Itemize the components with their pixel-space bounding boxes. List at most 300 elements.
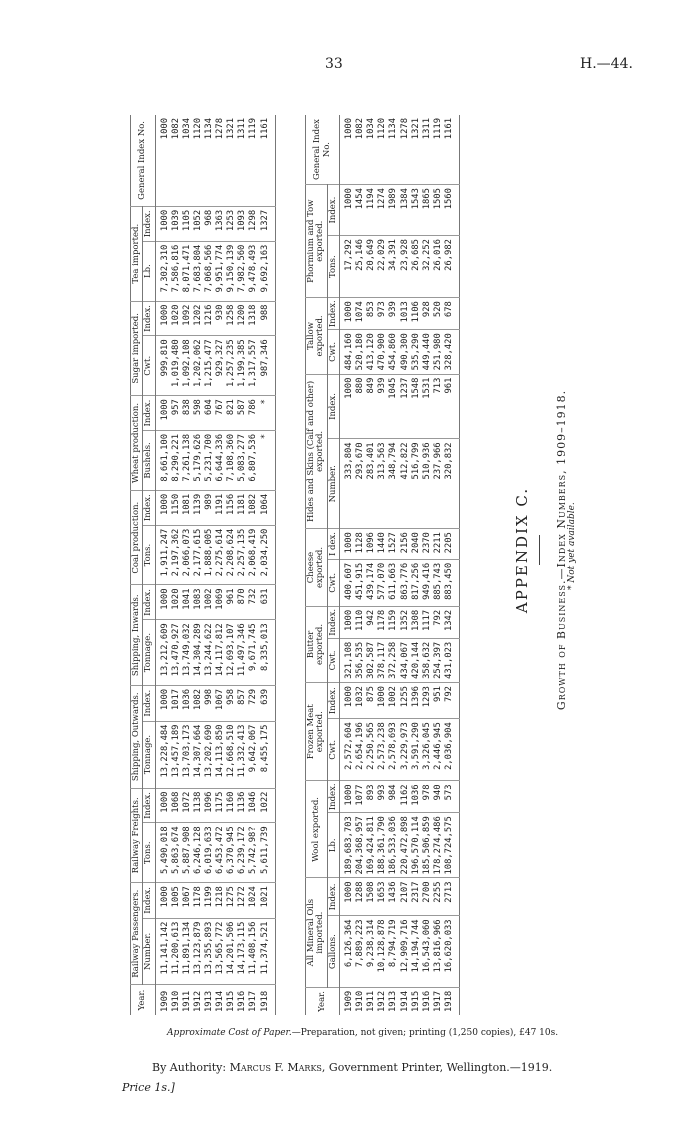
- year-cell: 1912: [377, 990, 388, 1012]
- value-cell: 17,292: [340, 236, 356, 298]
- value-cell: 1293: [422, 683, 433, 719]
- value-cell: 1200: [237, 301, 248, 336]
- value-cell: 2700: [422, 878, 433, 916]
- value-cell: 1005: [171, 883, 182, 918]
- printer-name: Marcus F. Marks,: [229, 1061, 326, 1074]
- table-row: [400, 115, 411, 1015]
- value-cell: 189,683,703: [340, 813, 356, 878]
- value-cell: 13,244,622: [204, 620, 215, 686]
- value-cell: 1191: [215, 490, 226, 525]
- value-cell: 14,113,850: [215, 721, 226, 788]
- value-cell: 220,472,898: [400, 813, 411, 878]
- authority-prefix: By Authority:: [152, 1061, 227, 1074]
- group-header: Wheat production.: [131, 396, 143, 491]
- value-cell: 1508: [366, 878, 377, 916]
- value-cell: 1082: [171, 115, 182, 206]
- value-cell: 1092: [182, 301, 193, 336]
- value-cell: 942: [366, 606, 377, 638]
- value-cell: 9,671,745: [248, 620, 259, 686]
- value-cell: 988: [260, 301, 276, 336]
- value-cell: 2,578,693: [388, 719, 399, 781]
- table2-subheader-row: [327, 115, 339, 1015]
- value-cell: 2255: [433, 878, 444, 916]
- value-cell: 678: [444, 298, 460, 330]
- appendix-heading: APPENDIX C.: [513, 85, 540, 1015]
- value-cell: 1865: [422, 185, 433, 236]
- value-cell: 1162: [400, 781, 411, 813]
- column-subheader: Cwt.: [327, 638, 339, 682]
- value-cell: 1013: [400, 298, 411, 330]
- year-cell: 1909: [159, 990, 170, 1012]
- column-subheader: Tons.: [143, 525, 155, 585]
- value-cell: 7,889,223: [355, 916, 366, 987]
- value-cell: 2,208,624: [226, 525, 237, 585]
- group-header: Butter exported.: [306, 606, 328, 682]
- value-cell: 968: [204, 206, 215, 241]
- value-cell: 1237: [400, 374, 411, 439]
- page-number: 33: [325, 56, 343, 72]
- value-cell: 26,982: [444, 236, 460, 298]
- value-cell: 1327: [260, 206, 276, 241]
- value-cell: 321,108: [340, 638, 356, 682]
- value-cell: 6,239,172: [237, 823, 248, 883]
- authority-suffix: Government Printer, Wellington.—1919.: [328, 1061, 553, 1074]
- value-cell: 1067: [182, 883, 193, 918]
- value-cell: 1083: [193, 585, 204, 620]
- table1-group-header-row: [131, 115, 143, 1015]
- group-header: General Index No.: [131, 115, 156, 206]
- value-cell: 434,067: [400, 638, 411, 682]
- value-cell: 7,586,816: [171, 241, 182, 301]
- value-cell: 9,642,067: [248, 721, 259, 788]
- value-cell: 11,332,413: [237, 721, 248, 788]
- value-cell: 611,663: [388, 559, 399, 606]
- value-cell: 1000: [340, 683, 356, 719]
- value-cell: 1543: [411, 185, 422, 236]
- value-cell: 520,180: [355, 330, 366, 374]
- table-row: [355, 115, 366, 1015]
- year-cell: 1912: [192, 990, 203, 1012]
- value-cell: 22,029: [377, 236, 388, 298]
- value-cell: 356,535: [355, 638, 366, 682]
- column-subheader: Index.: [143, 301, 155, 336]
- value-cell: 1077: [355, 781, 366, 813]
- cost-note-label: Approximate Cost of Paper.: [167, 1028, 292, 1038]
- value-cell: 16,543,060: [422, 916, 433, 987]
- value-cell: 767: [215, 396, 226, 431]
- column-subheader: Tonnage.: [143, 620, 155, 686]
- value-cell: 13,470,927: [171, 620, 182, 686]
- value-cell: 863,776: [400, 559, 411, 606]
- value-cell: 9,478,493: [248, 241, 259, 301]
- table2-group-header-row: [306, 115, 328, 1015]
- column-subheader: Index.: [327, 781, 339, 813]
- value-cell: 3,326,045: [422, 719, 433, 781]
- value-cell: 1160: [226, 788, 237, 823]
- year-cell: 1914: [399, 990, 410, 1012]
- value-cell: 1020: [171, 585, 182, 620]
- value-cell: 1136: [237, 788, 248, 823]
- value-cell: 1178: [193, 883, 204, 918]
- value-cell: 358,632: [422, 638, 433, 682]
- index-table-domestic: [130, 115, 276, 1015]
- value-cell: 1021: [260, 883, 276, 918]
- value-cell: 5,490,018: [155, 823, 171, 883]
- value-cell: 1069: [215, 585, 226, 620]
- year-cell: 1915: [410, 990, 421, 1012]
- column-subheader: Number.: [143, 918, 155, 985]
- value-cell: 1052: [193, 206, 204, 241]
- footnote: * Not yet available.: [567, 502, 577, 590]
- value-cell: 1000: [340, 878, 356, 916]
- value-cell: 1531: [422, 374, 433, 439]
- value-cell: 1034: [366, 115, 377, 185]
- value-cell: 302,587: [366, 638, 377, 682]
- value-cell: 1,202,062: [193, 336, 204, 396]
- table1-body: [155, 115, 275, 1015]
- value-cell: 237,966: [433, 439, 444, 529]
- value-cell: 978: [422, 781, 433, 813]
- value-cell: 13,816,966: [433, 916, 444, 987]
- value-cell: 1022: [260, 788, 276, 823]
- column-subheader: Cwt.: [327, 719, 339, 781]
- value-cell: 1194: [366, 185, 377, 236]
- value-cell: 13,123,879: [193, 918, 204, 985]
- value-cell: 1034: [182, 115, 193, 206]
- column-subheader: Index.: [327, 683, 339, 719]
- table2-body: [340, 115, 460, 1015]
- value-cell: 2713: [444, 878, 460, 916]
- value-cell: 1288: [355, 878, 366, 916]
- value-cell: 604: [204, 396, 215, 431]
- value-cell: 1000: [155, 490, 171, 525]
- value-cell: 186,533,036: [388, 813, 399, 878]
- value-cell: 2040: [411, 529, 422, 560]
- value-cell: 11,141,142: [155, 918, 171, 985]
- value-cell: 2107: [400, 878, 411, 916]
- value-cell: 9,692,163: [260, 241, 276, 301]
- value-cell: 1275: [226, 883, 237, 918]
- value-cell: *: [260, 396, 276, 431]
- value-cell: 1311: [237, 115, 248, 206]
- value-cell: 1082: [193, 685, 204, 721]
- value-cell: 378,117: [377, 638, 388, 682]
- value-cell: 1000: [377, 683, 388, 719]
- value-cell: 1255: [400, 683, 411, 719]
- year-cell: 1911: [366, 990, 377, 1012]
- value-cell: 5,887,908: [182, 823, 193, 883]
- column-subheader: Index.: [327, 185, 339, 236]
- value-cell: 987,346: [260, 336, 276, 396]
- value-cell: 431,023: [444, 638, 460, 682]
- year-cell: 1913: [388, 990, 399, 1012]
- value-cell: 1150: [171, 490, 182, 525]
- value-cell: 880: [355, 374, 366, 439]
- value-cell: 293,670: [355, 439, 366, 529]
- value-cell: 1041: [182, 585, 193, 620]
- table-row: [377, 115, 388, 1015]
- value-cell: 11,497,346: [237, 620, 248, 686]
- value-cell: 939: [388, 298, 399, 330]
- value-cell: 5,611,739: [260, 823, 276, 883]
- value-cell: 14,304,289: [193, 620, 204, 686]
- column-subheader: Index.: [327, 374, 339, 439]
- value-cell: 729: [248, 685, 259, 721]
- value-cell: 1548: [411, 374, 422, 439]
- value-cell: 451,915: [355, 559, 366, 606]
- year-cell: 1913: [204, 990, 215, 1012]
- value-cell: 3,229,973: [400, 719, 411, 781]
- value-cell: 12,668,510: [226, 721, 237, 788]
- column-subheader: Index.: [143, 585, 155, 620]
- group-header: Shipping, Outwards.: [131, 685, 143, 788]
- column-subheader: Index.: [143, 685, 155, 721]
- value-cell: 7,108,360: [226, 431, 237, 491]
- value-cell: 1000: [340, 529, 356, 560]
- value-cell: 3,591,290: [411, 719, 422, 781]
- value-cell: 14,117,812: [215, 620, 226, 686]
- value-cell: 1064: [260, 490, 276, 525]
- value-cell: 1308: [411, 606, 422, 638]
- column-subheader: Number.: [327, 439, 339, 529]
- value-cell: 1128: [355, 529, 366, 560]
- column-subheader: Index.: [327, 878, 339, 916]
- table-row: [248, 115, 259, 1015]
- value-cell: 16,620,033: [444, 916, 460, 987]
- value-cell: 420,144: [411, 638, 422, 682]
- value-cell: 1278: [400, 115, 411, 185]
- value-cell: 1138: [193, 788, 204, 823]
- group-header: Tallow exported.: [306, 298, 328, 374]
- table-row: [193, 115, 204, 1015]
- value-cell: 2370: [422, 529, 433, 560]
- value-cell: 1318: [248, 301, 259, 336]
- value-cell: 1120: [193, 115, 204, 206]
- value-cell: 439,174: [366, 559, 377, 606]
- value-cell: 885,743: [433, 559, 444, 606]
- value-cell: 951: [433, 683, 444, 719]
- value-cell: 8,794,719: [388, 916, 399, 987]
- year-cell: 1917: [248, 990, 259, 1012]
- value-cell: 875: [366, 683, 377, 719]
- value-cell: 13,228,484: [155, 721, 171, 788]
- group-header: Tea imported.: [131, 206, 143, 301]
- year-cell: 1911: [181, 990, 192, 1012]
- value-cell: 13,457,189: [171, 721, 182, 788]
- column-subheader: Cwt.: [327, 330, 339, 374]
- value-cell: 470,900: [377, 330, 388, 374]
- value-cell: 1024: [248, 883, 259, 918]
- value-cell: 2,573,238: [377, 719, 388, 781]
- value-cell: 13,355,893: [204, 918, 215, 985]
- value-cell: 713: [433, 374, 444, 439]
- value-cell: 989: [204, 490, 215, 525]
- value-cell: 1139: [193, 490, 204, 525]
- value-cell: 930: [215, 301, 226, 336]
- year-cell: 1918: [259, 990, 270, 1012]
- value-cell: 631: [260, 585, 276, 620]
- column-subheader: Cwt.: [327, 559, 339, 606]
- document-reference: H.—44.: [580, 56, 633, 72]
- value-cell: 2,257,135: [237, 525, 248, 585]
- value-cell: 1298: [248, 206, 259, 241]
- value-cell: 2,177,615: [193, 525, 204, 585]
- value-cell: 1000: [155, 788, 171, 823]
- value-cell: 9,238,314: [366, 916, 377, 987]
- value-cell: 1,257,235: [226, 336, 237, 396]
- value-cell: 957: [171, 396, 182, 431]
- value-cell: 1000: [155, 301, 171, 336]
- year-cell: 1915: [226, 990, 237, 1012]
- value-cell: 1178: [377, 606, 388, 638]
- value-cell: 1505: [433, 185, 444, 236]
- value-cell: 1081: [182, 490, 193, 525]
- value-cell: 5,742,98?: [248, 823, 259, 883]
- value-cell: 1000: [340, 298, 356, 330]
- value-cell: 1000: [340, 185, 356, 236]
- value-cell: 1272: [237, 883, 248, 918]
- value-cell: 1527: [388, 529, 399, 560]
- year-cell: 1910: [355, 990, 366, 1012]
- value-cell: 573: [444, 781, 460, 813]
- value-cell: 2211: [433, 529, 444, 560]
- value-cell: 973: [377, 298, 388, 330]
- value-cell: 20,649: [366, 236, 377, 298]
- value-cell: 2,275,614: [215, 525, 226, 585]
- value-cell: 1106: [411, 298, 422, 330]
- value-cell: *: [260, 431, 276, 491]
- year-cell: 1917: [432, 990, 443, 1012]
- value-cell: 5,231,700: [204, 431, 215, 491]
- value-cell: 961: [226, 585, 237, 620]
- group-header: All Mineral Oils imported.: [306, 878, 328, 987]
- year-cell: 1916: [421, 990, 432, 1012]
- value-cell: 2,250,565: [366, 719, 377, 781]
- value-cell: 9,150,139: [226, 241, 237, 301]
- year-cell: 1910: [170, 990, 181, 1012]
- value-cell: 1440: [377, 529, 388, 560]
- table-row: [226, 115, 237, 1015]
- value-cell: 949,416: [422, 559, 433, 606]
- table-row: [204, 115, 215, 1015]
- value-cell: 8,071,471: [182, 241, 193, 301]
- value-cell: 1032: [355, 683, 366, 719]
- table-title: Growth of Business.—Index Numbers, 1909–1918.: [555, 389, 568, 711]
- group-header: Coal production.: [131, 490, 143, 585]
- value-cell: 333,804: [340, 439, 356, 529]
- value-cell: 1,317,557: [248, 336, 259, 396]
- value-cell: 188,361,790: [377, 813, 388, 878]
- value-cell: 6,126,364: [340, 916, 356, 987]
- group-header: Shipping, Inwards.: [131, 585, 143, 685]
- value-cell: 1000: [155, 685, 171, 721]
- value-cell: 32,252: [422, 236, 433, 298]
- value-cell: 6,644,336: [215, 431, 226, 491]
- value-cell: 1363: [215, 206, 226, 241]
- value-cell: 14,201,506: [226, 918, 237, 985]
- value-cell: 320,832: [444, 439, 460, 529]
- value-cell: 313,563: [377, 439, 388, 529]
- value-cell: 169,424,811: [366, 813, 377, 878]
- column-subheader: Gallons.: [327, 916, 339, 987]
- value-cell: 1181: [237, 490, 248, 525]
- value-cell: 2,446,945: [433, 719, 444, 781]
- value-cell: 283,401: [366, 439, 377, 529]
- value-cell: 1017: [171, 685, 182, 721]
- value-cell: 6,807,536: [248, 431, 259, 491]
- value-cell: 14,194,744: [411, 916, 422, 987]
- value-cell: 1560: [444, 185, 460, 236]
- value-cell: 5,083,277: [237, 431, 248, 491]
- value-cell: 1036: [182, 685, 193, 721]
- value-cell: 577,070: [377, 559, 388, 606]
- group-header: Railway Freights.: [131, 788, 143, 883]
- value-cell: 1067: [215, 685, 226, 721]
- value-cell: 11,374,521: [260, 918, 276, 985]
- group-header: Sugar imported.: [131, 301, 143, 396]
- value-cell: 1002: [388, 683, 399, 719]
- value-cell: 1120: [377, 115, 388, 185]
- value-cell: 1342: [444, 606, 460, 638]
- table-row: [388, 115, 399, 1015]
- value-cell: 1653: [377, 878, 388, 916]
- value-cell: 1134: [388, 115, 399, 185]
- value-cell: 883,450: [444, 559, 460, 606]
- value-cell: 893: [366, 781, 377, 813]
- value-cell: 251,980: [433, 330, 444, 374]
- value-cell: 984: [388, 781, 399, 813]
- value-cell: 1096: [204, 788, 215, 823]
- value-cell: 2156: [400, 529, 411, 560]
- value-cell: 1396: [411, 683, 422, 719]
- value-cell: 11,408,156: [248, 918, 259, 985]
- value-cell: 11,891,134: [182, 918, 193, 985]
- value-cell: 12,909,716: [400, 916, 411, 987]
- group-header: Wool exported.: [306, 781, 328, 878]
- value-cell: 1454: [355, 185, 366, 236]
- value-cell: 8,661,100: [155, 431, 171, 491]
- table-row: [155, 115, 171, 1015]
- value-cell: 7,683,804: [193, 241, 204, 301]
- value-cell: 196,570,114: [411, 813, 422, 878]
- value-cell: 1000: [340, 115, 356, 185]
- value-cell: 639: [260, 685, 276, 721]
- value-cell: 1161: [260, 115, 276, 206]
- value-cell: 598: [193, 396, 204, 431]
- value-cell: 8,335,013: [260, 620, 276, 686]
- value-cell: 2,036,904: [444, 719, 460, 781]
- value-cell: 10,128,878: [377, 916, 388, 987]
- value-cell: 1045: [388, 374, 399, 439]
- value-cell: 1321: [411, 115, 422, 185]
- value-cell: 1436: [388, 878, 399, 916]
- value-cell: 587: [237, 396, 248, 431]
- value-cell: 2,197,362: [171, 525, 182, 585]
- value-cell: 6,370,945: [226, 823, 237, 883]
- value-cell: 7,982,560: [237, 241, 248, 301]
- value-cell: 1384: [400, 185, 411, 236]
- value-cell: 13,202,690: [204, 721, 215, 788]
- table-row: [444, 115, 460, 1015]
- value-cell: 853: [366, 298, 377, 330]
- printer-authority-line: [152, 1061, 552, 1074]
- table-row: [340, 115, 356, 1015]
- table-row: [171, 115, 182, 1015]
- price-note: Price 1s.]: [122, 1081, 175, 1094]
- value-cell: 1218: [215, 883, 226, 918]
- value-cell: 2317: [411, 878, 422, 916]
- value-cell: 2,572,604: [340, 719, 356, 781]
